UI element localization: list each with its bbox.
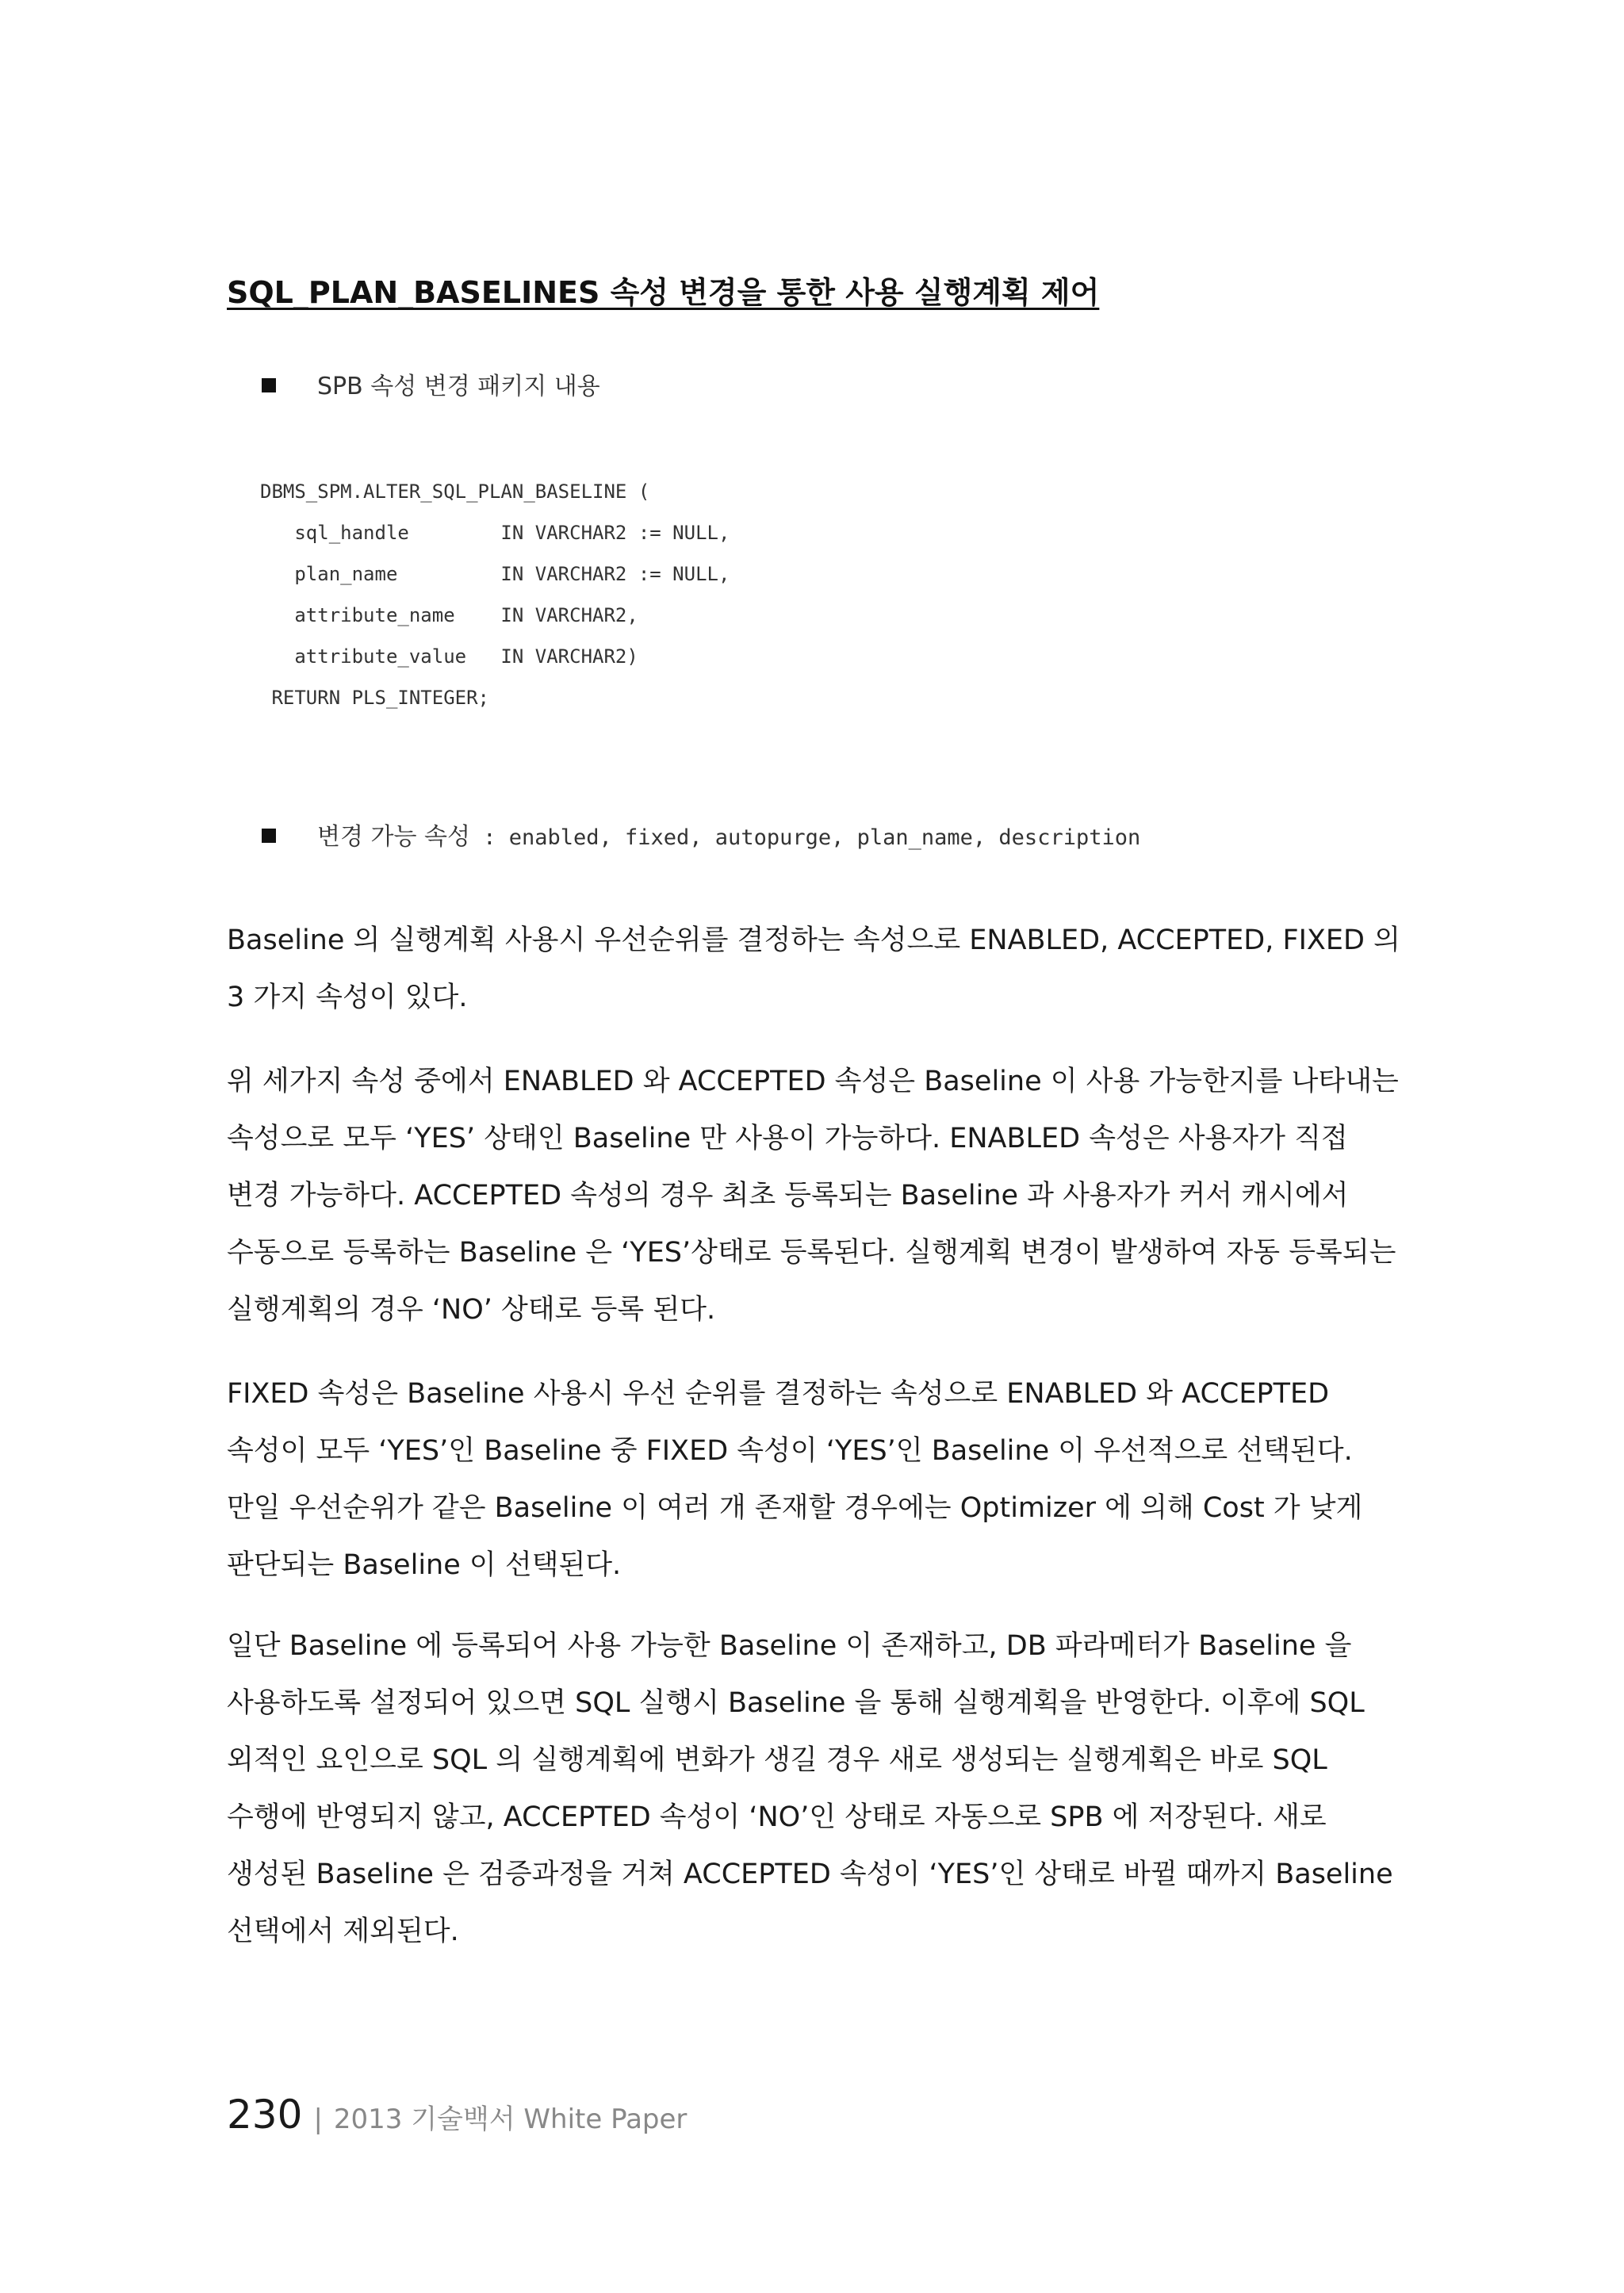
code-line: DBMS_SPM.ALTER_SQL_PLAN_BASELINE ( [260, 480, 650, 503]
page-number: 230 [227, 2092, 303, 2138]
footer-separator: | [313, 2104, 323, 2135]
paragraph-1: Baseline 의 실행계획 사용시 우선순위를 결정하는 속성으로 ENABLED, ACCEPTED, FIXED 의 3 가지 속성이 있다. [227, 924, 1400, 1013]
code-block [260, 471, 730, 718]
code-line: plan_name IN VARCHAR2 := NULL, [260, 563, 730, 585]
paragraph-3: FIXED 속성은 Baseline 사용시 우선 순위를 결정하는 속성으로 ENABLED 와 ACCEPTED 속성이 모두 ‘YES’인 Baseline 중 FIXED 속성이 ‘YES’인 Baseline 이 우선적으로 선택된다. 만일 우선순위가 같은 Baseline 이 여러 개 존재할 경우에는 Optimizer 에 의해 Cost 가 낮게 판단되는 Baseline 이 선택된다. [227, 1378, 1363, 1581]
code-line: RETURN PLS_INTEGER; [260, 687, 489, 709]
paragraph-2: 위 세가지 속성 중에서 ENABLED 와 ACCEPTED 속성은 Baseline 이 사용 가능한지를 나타내는 속성으로 모두 ‘YES’ 상태인 Baseline 만 사용이 가능하다. ENABLED 속성은 사용자가 직접 변경 가능하다. ACCEPTED 속성의 경우 최초 등록되는 Baseline 과 사용자가 커서 캐시에서 수동으로 등록하는 Baseline 은 ‘YES’상태로 등록된다. 실행계획 변경이 발생하여 자동 등록되는 실행계획의 경우 ‘NO’ 상태로 등록 된다. [227, 1066, 1399, 1326]
square-bullet-icon [262, 829, 276, 843]
attribute-list: : enabled, fixed, autopurge, plan_name, description [469, 825, 1141, 850]
footer-text: 2013 기술백서 White Paper [333, 2104, 688, 2135]
bullet-label: 변경 가능 속성 [317, 823, 470, 851]
bullet-spb-package [262, 366, 600, 401]
bullet-label: SPB 속성 변경 패키지 내용 [317, 373, 600, 400]
bullet-changeable-attributes [262, 817, 1140, 852]
page-footer [227, 2092, 687, 2138]
code-line: sql_handle IN VARCHAR2 := NULL, [260, 522, 730, 544]
square-bullet-icon [262, 378, 276, 392]
section-title: SQL_PLAN_BASELINES 속성 변경을 통한 사용 실행계획 제어 [227, 275, 1100, 310]
code-line: attribute_value IN VARCHAR2) [260, 645, 638, 668]
code-line: attribute_name IN VARCHAR2, [260, 604, 638, 626]
paragraph-4: 일단 Baseline 에 등록되어 사용 가능한 Baseline 이 존재하고, DB 파라메터가 Baseline 을 사용하도록 설정되어 있으면 SQL 실행시 Baseline 을 통해 실행계획을 반영한다. 이후에 SQL 외적인 요인으로 SQL 의 실행계획에 변화가 생길 경우 새로 생성되는 실행계획은 바로 SQL 수행에 반영되지 않고, ACCEPTED 속성이 ‘NO’인 상태로 자동으로 SPB 에 저장된다. 새로 생성된 Baseline 은 검증과정을 거쳐 ACCEPTED 속성이 ‘YES’인 상태로 바뀔 때까지 Baseline 선택에서 제외된다. [227, 1630, 1393, 1947]
